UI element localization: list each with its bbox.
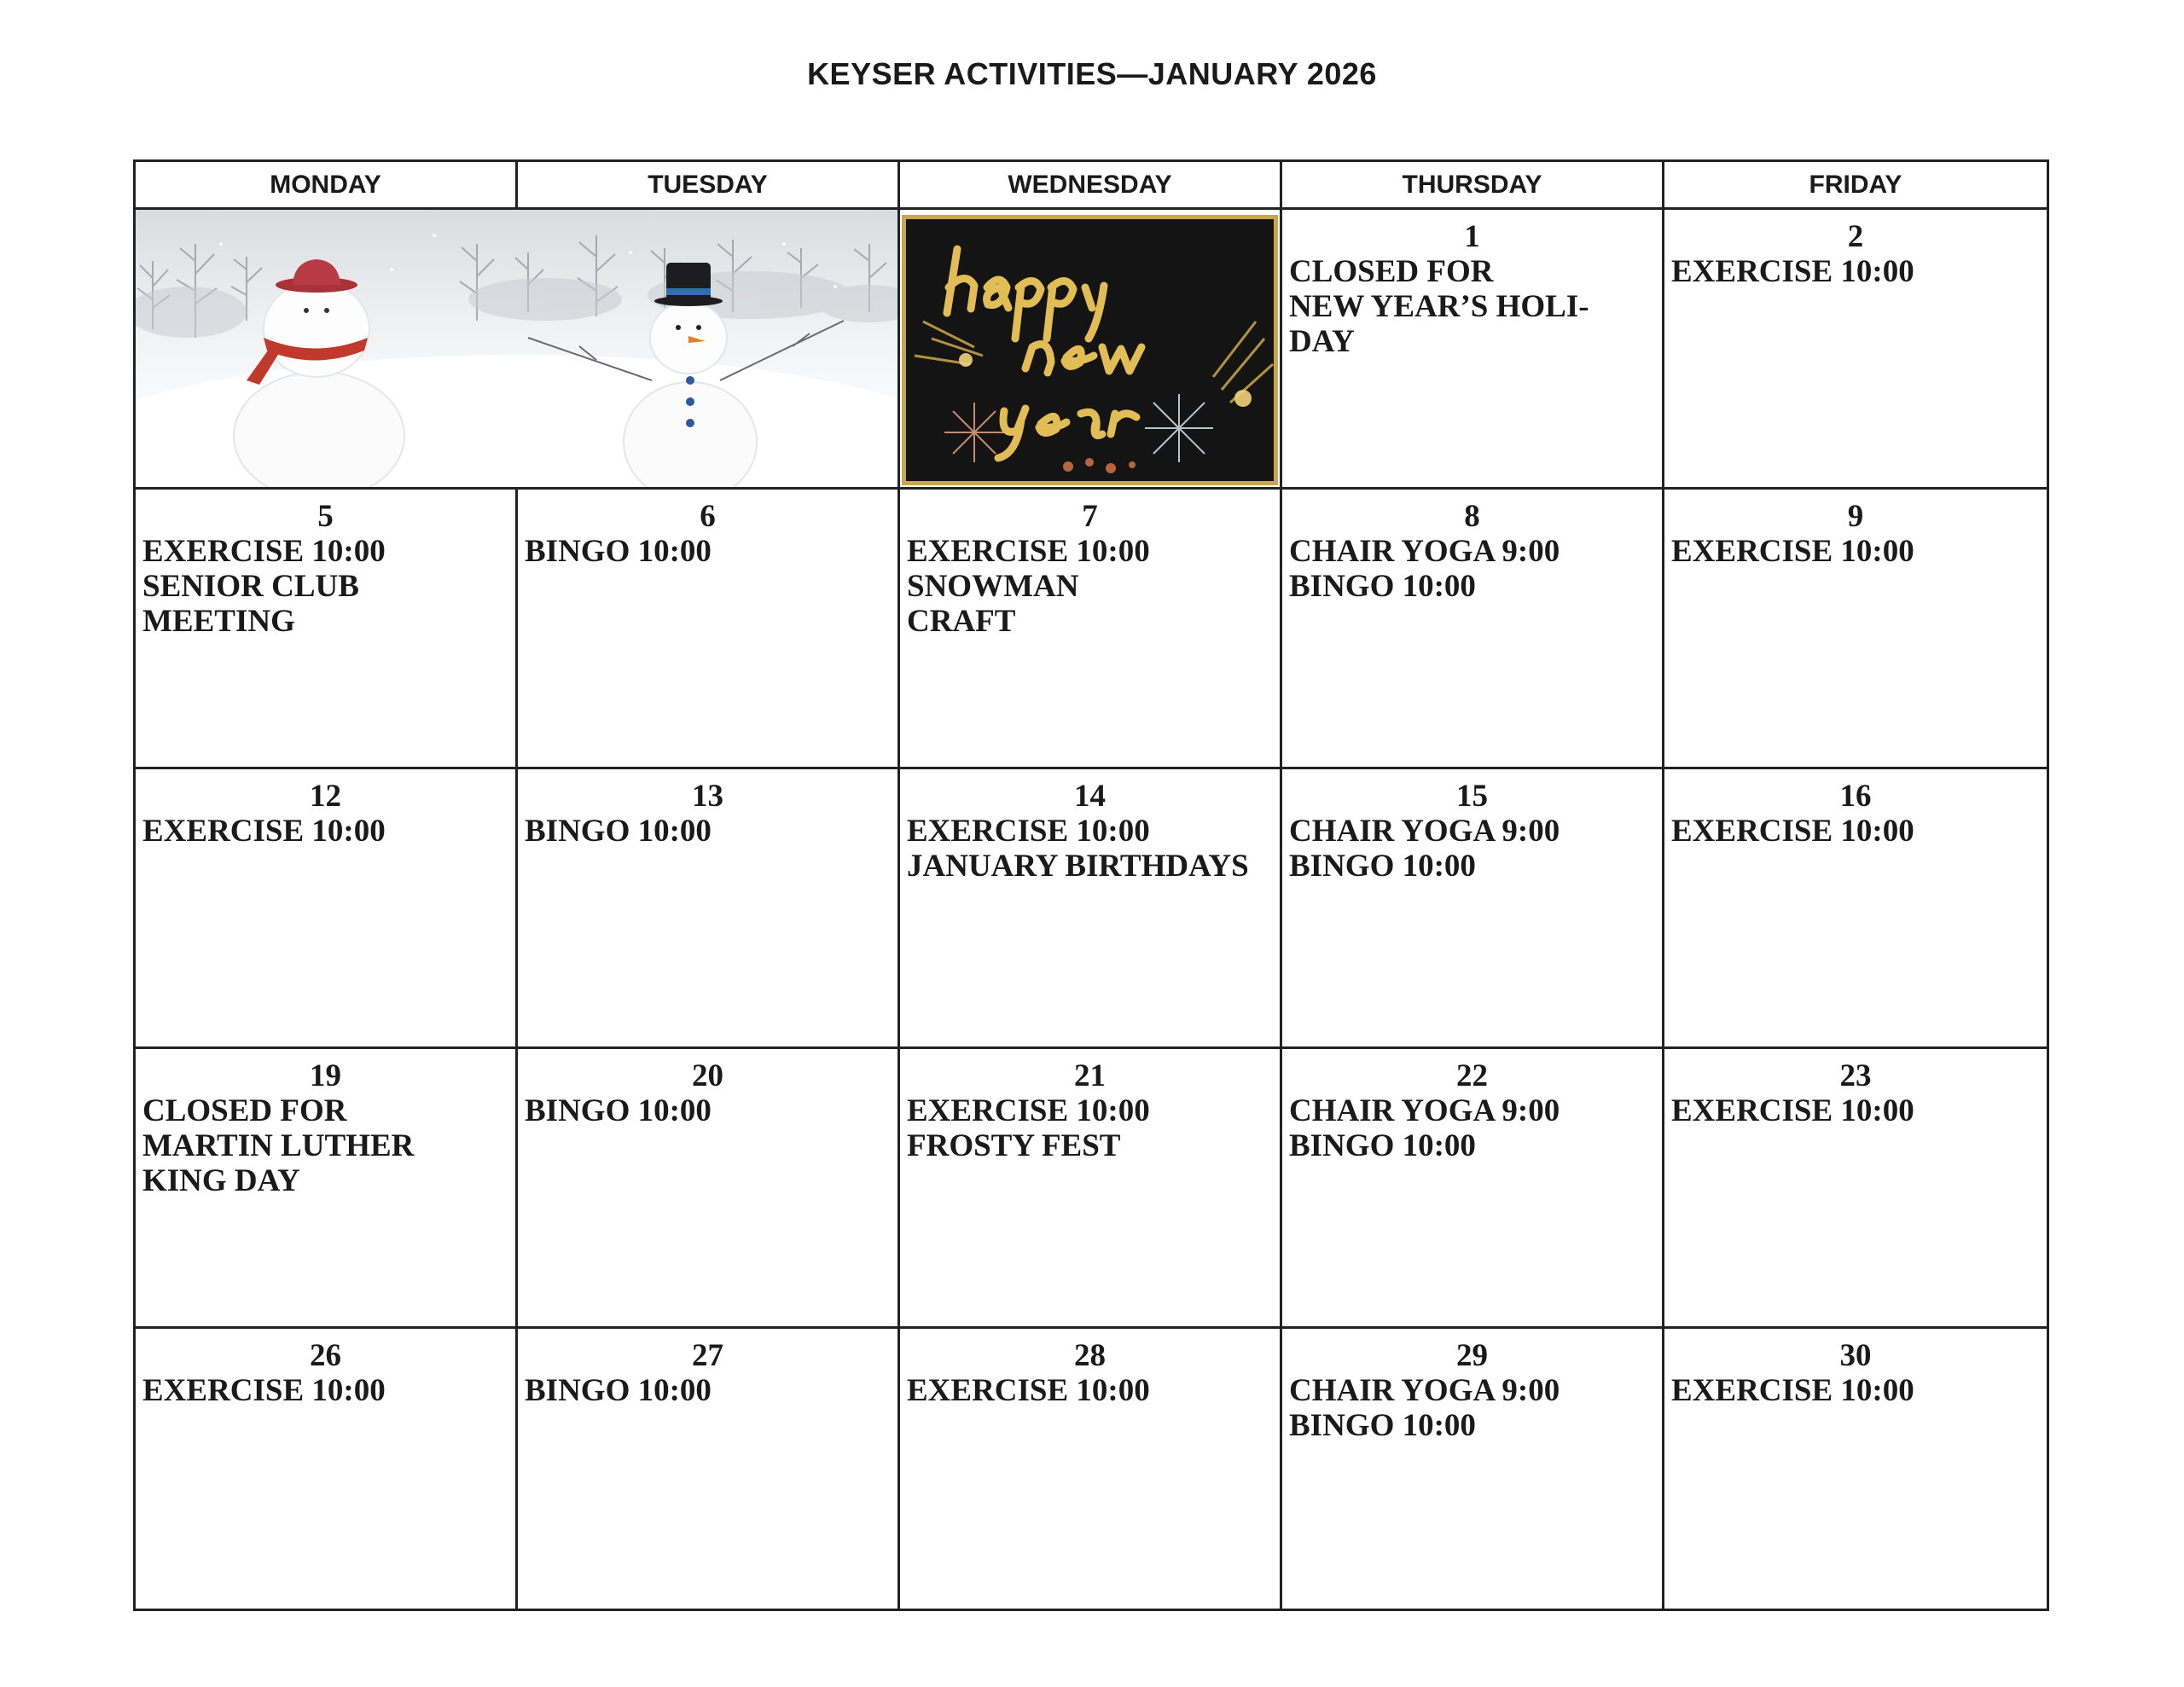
day-cell-8: [1282, 490, 1664, 769]
event-line: CHAIR YOGA 9:00: [1289, 814, 1560, 849]
event-line: EXERCISE 10:00: [1671, 254, 1914, 289]
date-number: 16: [1839, 779, 1872, 814]
event-line: CRAFT: [907, 604, 1016, 639]
event-line: BINGO 10:00: [525, 1093, 712, 1128]
day-cell-9: [1664, 490, 2047, 769]
date-number: 23: [1839, 1058, 1872, 1093]
day-cell-16: [1664, 769, 2047, 1049]
event-line: JANUARY BIRTHDAYS: [907, 849, 1249, 884]
day-cell-22: [1282, 1049, 1664, 1329]
day-cell-27: [518, 1329, 900, 1609]
event-line: EXERCISE 10:00: [1671, 534, 1914, 569]
event-line: BINGO 10:00: [525, 1373, 712, 1408]
date-number: 29: [1456, 1338, 1488, 1373]
event-line: EXERCISE 10:00: [907, 534, 1150, 569]
date-number: 5: [317, 499, 334, 534]
event-line: KING DAY: [142, 1163, 300, 1198]
happy-new-year-card: [900, 210, 1282, 490]
event-line: EXERCISE 10:00: [1671, 1093, 1914, 1128]
date-number: 26: [310, 1338, 341, 1373]
date-number: 2: [1847, 219, 1864, 254]
date-number: 15: [1456, 779, 1488, 814]
event-line: SNOWMAN: [907, 569, 1079, 604]
date-number: 9: [1847, 499, 1864, 534]
day-cell-30: [1664, 1329, 2047, 1609]
event-line: SENIOR CLUB: [142, 569, 359, 604]
event-line: DAY: [1289, 324, 1355, 359]
event-line: CLOSED FOR: [142, 1093, 347, 1128]
day-cell-5: [136, 490, 518, 769]
event-line: BINGO 10:00: [525, 534, 712, 569]
day-header-wednesday: WEDNESDAY: [900, 162, 1282, 210]
page-title: KEYSER ACTIVITIES—JANUARY 2026: [807, 56, 1377, 91]
date-number: 1: [1464, 219, 1480, 254]
day-header-tuesday: TUESDAY: [518, 162, 900, 210]
day-cell-26: [136, 1329, 518, 1609]
day-cell-19: [136, 1049, 518, 1329]
event-line: EXERCISE 10:00: [907, 814, 1150, 849]
day-cell-2: [1664, 210, 2047, 490]
day-header-monday: MONDAY: [136, 162, 518, 210]
new-year-card-frame: [902, 215, 1278, 485]
day-cell-15: [1282, 769, 1664, 1049]
event-line: BINGO 10:00: [525, 814, 712, 849]
date-number: 14: [1074, 779, 1106, 814]
date-number: 30: [1839, 1338, 1872, 1373]
event-line: EXERCISE 10:00: [142, 1373, 386, 1408]
day-cell-6: [518, 490, 900, 769]
event-line: BINGO 10:00: [1289, 1408, 1476, 1443]
day-cell-1: [1282, 210, 1664, 490]
date-number: 22: [1456, 1058, 1488, 1093]
event-line: EXERCISE 10:00: [907, 1373, 1150, 1408]
snowmen-picture: [136, 210, 900, 490]
day-cell-14: [900, 769, 1282, 1049]
event-line: BINGO 10:00: [1289, 849, 1476, 884]
event-line: MEETING: [142, 604, 295, 639]
date-number: 27: [692, 1338, 723, 1373]
date-number: 28: [1074, 1338, 1106, 1373]
event-line: BINGO 10:00: [1289, 569, 1476, 604]
event-line: EXERCISE 10:00: [1671, 1373, 1914, 1408]
date-number: 21: [1074, 1058, 1106, 1093]
date-number: 8: [1464, 499, 1480, 534]
calendar-grid: [133, 159, 2049, 1611]
event-line: CLOSED FOR: [1289, 254, 1494, 289]
date-number: 20: [692, 1058, 723, 1093]
day-cell-20: [518, 1049, 900, 1329]
day-cell-13: [518, 769, 900, 1049]
day-cell-21: [900, 1049, 1282, 1329]
day-cell-7: [900, 490, 1282, 769]
event-line: CHAIR YOGA 9:00: [1289, 534, 1560, 569]
day-header-thursday: THURSDAY: [1282, 162, 1664, 210]
date-number: 6: [700, 499, 716, 534]
event-line: MARTIN LUTHER: [142, 1128, 415, 1163]
event-line: EXERCISE 10:00: [142, 534, 386, 569]
day-cell-28: [900, 1329, 1282, 1609]
date-number: 13: [692, 779, 723, 814]
event-line: CHAIR YOGA 9:00: [1289, 1093, 1560, 1128]
snowmen-illustration: [136, 210, 900, 490]
new-year-illustration: [906, 219, 1281, 484]
event-line: EXERCISE 10:00: [1671, 814, 1914, 849]
event-line: NEW YEAR’S HOLI-: [1289, 289, 1589, 324]
event-line: BINGO 10:00: [1289, 1128, 1476, 1163]
day-cell-23: [1664, 1049, 2047, 1329]
date-number: 7: [1082, 499, 1098, 534]
event-line: FROSTY FEST: [907, 1128, 1121, 1163]
day-cell-12: [136, 769, 518, 1049]
day-cell-29: [1282, 1329, 1664, 1609]
event-line: EXERCISE 10:00: [142, 814, 386, 849]
date-number: 12: [310, 779, 341, 814]
event-line: CHAIR YOGA 9:00: [1289, 1373, 1560, 1408]
day-header-friday: FRIDAY: [1664, 162, 2047, 210]
event-line: EXERCISE 10:00: [907, 1093, 1150, 1128]
date-number: 19: [310, 1058, 341, 1093]
